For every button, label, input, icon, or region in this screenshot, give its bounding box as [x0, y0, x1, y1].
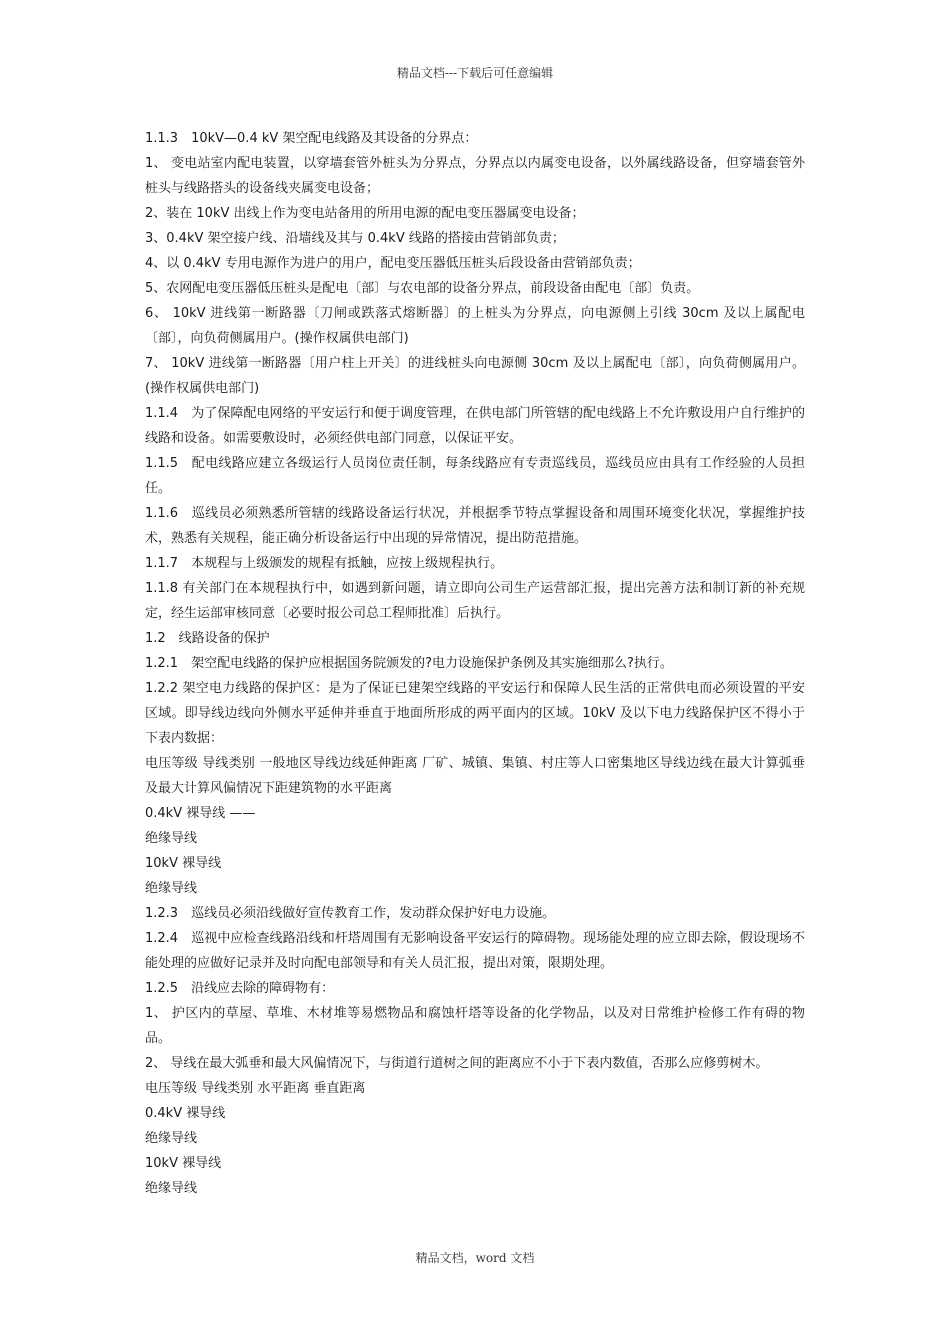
document-body — [145, 126, 805, 1201]
page-footer: 精品文档，word 文档 — [415, 1251, 535, 1265]
paragraph: 2、 导线在最大弧垂和最大风偏情况下，与街道行道树之间的距离应不小于下表内数值，否那么应修剪树木。 — [145, 1056, 769, 1071]
paragraph: 1.2.4 巡视中应检查线路沿线和杆塔周围有无影响设备平安运行的障碍物。现场能处理的应立即去除，假设现场不能处理的应做好记录并及时向配电部领导和有关人员汇报，提出对策，限期处理。 — [145, 931, 805, 971]
table-row-line: 10kV 裸导线 — [145, 1156, 222, 1171]
paragraph: 2、装在 10kV 出线上作为变电站备用的所用电源的配电变压器属变电设备； — [145, 206, 585, 221]
table-row-line: 0.4kV 裸导线 —— — [145, 806, 256, 821]
paragraph: 1.1.7 本规程与上级颁发的规程有抵触，应按上级规程执行。 — [145, 556, 504, 571]
table-row-line: 0.4kV 裸导线 — [145, 1106, 226, 1121]
table-row-line: 绝缘导线 — [145, 881, 198, 896]
paragraph: 1.2.5 沿线应去除的障碍物有： — [145, 981, 335, 996]
paragraph: 7、 10kV 进线第一断路器〔用户柱上开关〕的进线桩头向电源侧 30cm 及以上属配电〔部〕，向负荷侧属用户。(操作权属供电部门) — [145, 356, 805, 396]
paragraph: 1、 变电站室内配电装置，以穿墙套管外桩头为分界点，分界点以内属变电设备，以外属线路设备，但穿墙套管外桩头与线路搭头的设备线夹属变电设备； — [145, 156, 805, 196]
page-header: 精品文档---下载后可任意编辑 — [396, 66, 554, 80]
table-row-line: 绝缘导线 — [145, 1181, 198, 1196]
section-heading: 1.2 线路设备的保护 — [145, 631, 270, 646]
paragraph: 1.1.8 有关部门在本规程执行中，如遇到新问题，请立即向公司生产运营部汇报，提出完善方法和制订新的补充规定，经生运部审核同意〔必要时报公司总工程师批准〕后执行。 — [145, 581, 805, 621]
table-row-line: 10kV 裸导线 — [145, 856, 222, 871]
table-header-line: 电压等级 导线类别 一般地区导线边线延伸距离 厂矿、城镇、集镇、村庄等人口密集地区导线边线在最大计算弧垂及最大计算风偏情况下距建筑物的水平距离 — [145, 756, 805, 796]
paragraph: 5、农网配电变压器低压桩头是配电〔部〕与农电部的设备分界点，前段设备由配电〔部〕负责。 — [145, 281, 700, 296]
table-row-line: 绝缘导线 — [145, 1131, 198, 1146]
paragraph: 1.1.4 为了保障配电网络的平安运行和便于调度管理，在供电部门所管辖的配电线路上不允许敷设用户自行维护的线路和设备。如需要敷设时，必须经供电部门同意，以保证平安。 — [145, 406, 805, 446]
paragraph: 4、以 0.4kV 专用电源作为进户的用户，配电变压器低压桩头后段设备由营销部负责； — [145, 256, 641, 271]
paragraph: 1.1.3 10kV—0.4 kV 架空配电线路及其设备的分界点： — [145, 131, 478, 146]
paragraph: 6、 10kV 进线第一断路器〔刀闸或跌落式熔断器〕的上桩头为分界点，向电源侧上引线 30cm 及以上属配电〔部〕，向负荷侧属用户。(操作权属供电部门) — [145, 306, 805, 346]
paragraph: 1.1.5 配电线路应建立各级运行人员岗位责任制，每条线路应有专责巡线员，巡线员应由具有工作经验的人员担任。 — [145, 456, 805, 496]
paragraph: 3、0.4kV 架空接户线、沿墙线及其与 0.4kV 线路的搭接由营销部负责； — [145, 231, 565, 246]
paragraph: 1.2.2 架空电力线路的保护区：是为了保证已建架空线路的平安运行和保障人民生活的正常供电而必须设置的平安区域。即导线边线向外侧水平延伸并垂直于地面所形成的两平面内的区域。10kV 及以下电力线路保护区不得小于下表内数据： — [145, 681, 805, 746]
paragraph: 1.1.6 巡线员必须熟悉所管辖的线路设备运行状况，并根据季节特点掌握设备和周围环境变化状况，掌握维护技术，熟悉有关规程，能正确分析设备运行中出现的异常情况，提出防范措施。 — [145, 506, 805, 546]
table-row-line: 绝缘导线 — [145, 831, 198, 846]
paragraph: 1.2.1 架空配电线路的保护应根据国务院颁发的?电力设施保护条例及其实施细那么?执行。 — [145, 656, 673, 671]
paragraph: 1、 护区内的草屋、草堆、木材堆等易燃物品和腐蚀杆塔等设备的化学物品，以及对日常维护检修工作有碍的物品。 — [145, 1006, 805, 1046]
table-header-line: 电压等级 导线类别 水平距离 垂直距离 — [145, 1081, 366, 1096]
paragraph: 1.2.3 巡线员必须沿线做好宣传教育工作，发动群众保护好电力设施。 — [145, 906, 556, 921]
